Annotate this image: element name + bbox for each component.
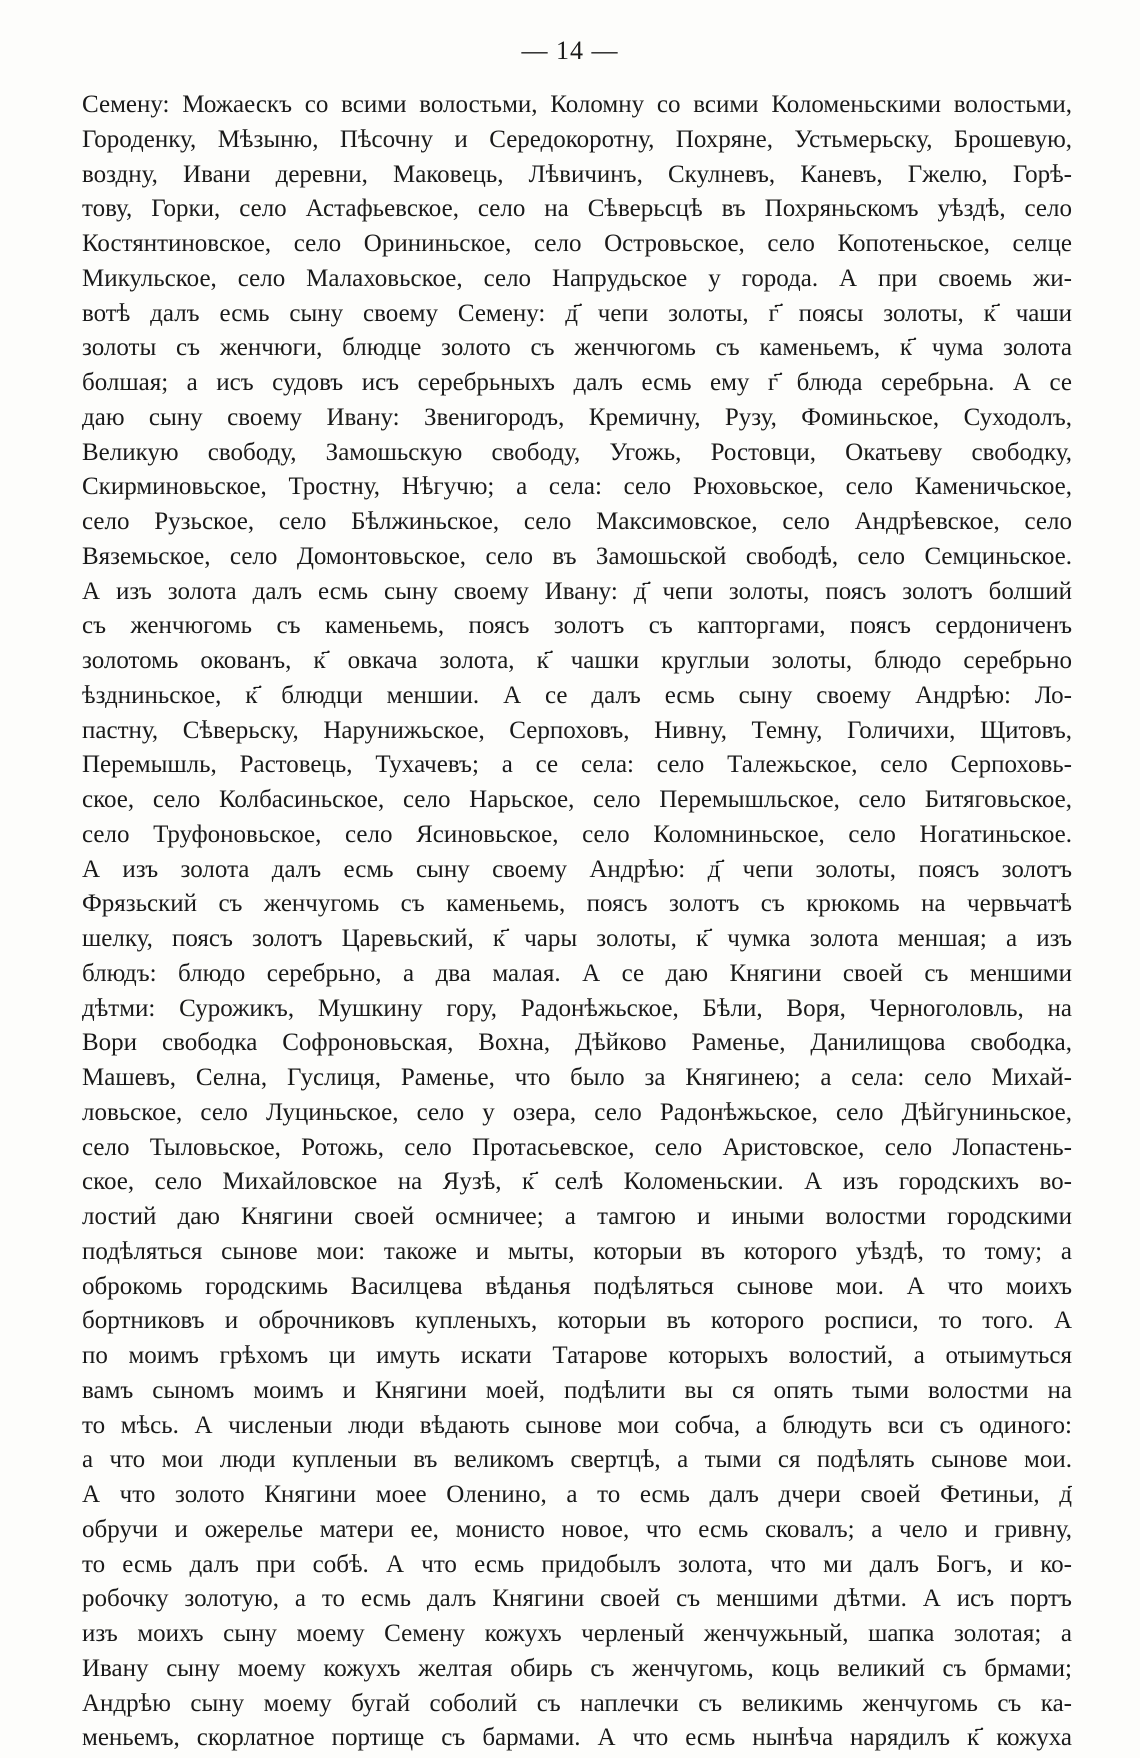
text-line: бортниковъ и оброчниковъ купленыхъ, которыи въ которого росписи, то того. А [82,1307,1072,1335]
text-line: Перемышль, Растовець, Тухачевъ; а се села: село Талежьское, село Серпоховь- [82,751,1072,779]
text-line: шелку, поясъ золотъ Царевьский, к҃ чары золоты, к҃ чумка золота меншая; а изъ [82,925,1072,952]
text-line: ѣздниньское, к҃ блюдци меншии. А се далъ есмь сыну своему Андрѣю: Ло- [82,681,1072,709]
text-line: робочку золотую, а то есмь далъ Княгини своей съ меншими дѣтми. А исъ портъ [82,1585,1072,1613]
text-line: съ женчюгомь съ каменьемь, поясъ золотъ съ капторгами, поясъ сердониченъ [82,612,1072,640]
text-line: село Рузьское, село Бѣлжиньское, село Максимовское, село Андрѣевское, село [82,508,1072,535]
text-line: А изъ золота далъ есмь сыну своему Андрѣю: д҃ чепи золоты, поясъ золотъ [82,855,1072,883]
text-line: тову, Горки, село Астафьевское, село на Сѣверьсцѣ въ Похряньскомъ уѣздѣ, село [82,195,1072,223]
text-line: Фрязьский съ женчугомь съ каменьемь, поясъ золотъ съ крюкомь на червьчатѣ [82,890,1072,918]
text-line: Городенку, Мѣзыню, Пѣсочну и Середокоротну, Похряне, Устьмерьску, Брошевую, [82,125,1072,153]
text-line: обручи и ожерелье матери ее, монисто новое, что есмь сковалъ; а чело и гривну, [82,1515,1072,1543]
text-line: Вори свободка Софроновьская, Вохна, Дѣйково Раменье, Данилищова свободка, [82,1029,1072,1057]
text-line: воздну, Ивани деревни, Маковець, Лѣвичинъ, Скулневъ, Каневъ, Гжелю, Горѣ- [82,160,1072,188]
text-line: ское, село Михайловское на Яузѣ, к҃ селѣ Коломеньскии. А изъ городскихъ во- [82,1168,1072,1196]
text-line: а что мои люди купленыи въ великомъ свертцѣ, а тыми ся подѣлять сынове мои. [82,1446,1072,1474]
body-text [82,88,1072,1756]
text-line: даю сыну своему Ивану: Звенигородъ, Кремичну, Рузу, Фоминьское, Суходолъ, [82,403,1072,431]
text-line: подѣляться сынове мои: такоже и мыты, которыи въ которого уѣздѣ, то тому; а [82,1237,1072,1265]
text-line: то мѣсь. А численыи люди вѣдають сынове мои собча, а блюдуть вси съ одиного: [82,1411,1072,1439]
text-line: Великую свободу, Замошьскую свободу, Угожь, Ростовци, Окатьеву свободку, [82,438,1072,466]
text-line: ловьское, село Луциньское, село у озера, село Радонѣжьское, село Дѣйгуниньское, [82,1098,1072,1126]
text-line: Вяземьское, село Домонтовьское, село въ Замошьской свободѣ, село Семциньское. [82,542,1072,570]
text-line: меньемъ, скорлатное портище съ бармами. А что есмь нынѣча нарядилъ к҃ кожуха [82,1724,1072,1752]
text-line: изъ моихъ сыну моему Семену кожухъ черленый женчужьный, шапка золотая; а [82,1620,1072,1647]
text-line: то есмь далъ при собѣ. А что есмь придобылъ золота, что ми далъ Богъ, и ко- [82,1550,1072,1578]
text-line: Костянтиновское, село Орининьское, село Островьское, село Копотеньское, селце [82,230,1072,257]
text-line: ское, село Колбасиньское, село Нарьское, село Перемышльское, село Битяговьское, [82,786,1072,813]
text-line: Скирминовьское, Тростну, Нѣгучю; а села: село Рюховьское, село Каменичьское, [82,473,1072,501]
text-line: Семену: Можаескъ со всими волостьми, Коломну со всими Коломеньскими волостьми, [82,91,1072,118]
text-line: А что золото Княгини моее Оленино, а то есмь далъ дчери своей Фетиньи, д҃ [82,1481,1072,1508]
text-line: Микульское, село Малаховьское, село Напрудьское у города. А при своемь жи- [82,264,1072,292]
text-line: дѣтми: Сурожикъ, Мушкину гору, Радонѣжьское, Бѣли, Воря, Черноголовль, на [82,994,1072,1022]
text-line: Машевъ, Селна, Гуслиця, Раменье, что было за Княгинею; а села: село Михай- [82,1064,1072,1091]
text-line: блюдъ: блюдо серебрьно, а два малая. А се даю Княгини своей съ меншими [82,959,1072,987]
text-line: лостий даю Княгини своей осмничее; а тамгою и иными волостми городскими [82,1203,1072,1230]
text-line: Ивану сыну моему кожухъ желтая обирь съ женчугомь, коць великий съ брмами; [82,1654,1072,1682]
text-line: пастну, Сѣверьску, Нарунижьское, Серпоховъ, Нивну, Темну, Голичихи, Щитовъ, [82,716,1072,744]
text-line: по моимъ грѣхомъ ци имуть искати Татарове которыхъ волостий, а отыимуться [82,1342,1072,1369]
text-line: оброкомь городскимь Василцева вѣданья подѣляться сынове мои. А что моихъ [82,1272,1072,1300]
text-line: золоты съ женчюги, блюдце золото съ женчюгомь съ каменьемъ, к҃ чума золота [82,334,1072,362]
text-line: село Труфоновьское, село Ясиновьское, село Коломниньское, село Ногатиньское. [82,820,1072,848]
text-line: Андрѣю сыну моему бугай соболий съ наплечки съ великимь женчугомь съ ка- [82,1689,1072,1717]
page-number: — 14 — [521,36,619,65]
text-line: село Тыловьское, Ротожь, село Протасьевское, село Аристовское, село Лопастень- [82,1133,1072,1161]
text-line: золотомь окованъ, к҃ овкача золота, к҃ чашки круглыи золоты, блюдо серебрьно [82,647,1072,674]
text-line: вотѣ далъ есмь сыну своему Семену: д҃ чепи золоты, г҃ поясы золоты, к҃ чаши [82,299,1072,327]
text-line: А изъ золота далъ есмь сыну своему Ивану: д҃ чепи золоты, поясъ золотъ болший [82,577,1072,605]
text-line: болшая; а исъ судовъ исъ серебрьныхъ далъ есмь ему г҃ блюда серебрьна. А се [82,369,1072,396]
text-line: вамъ сыномъ моимъ и Княгини моей, подѣлити вы ся опять тыми волостми на [82,1376,1072,1404]
